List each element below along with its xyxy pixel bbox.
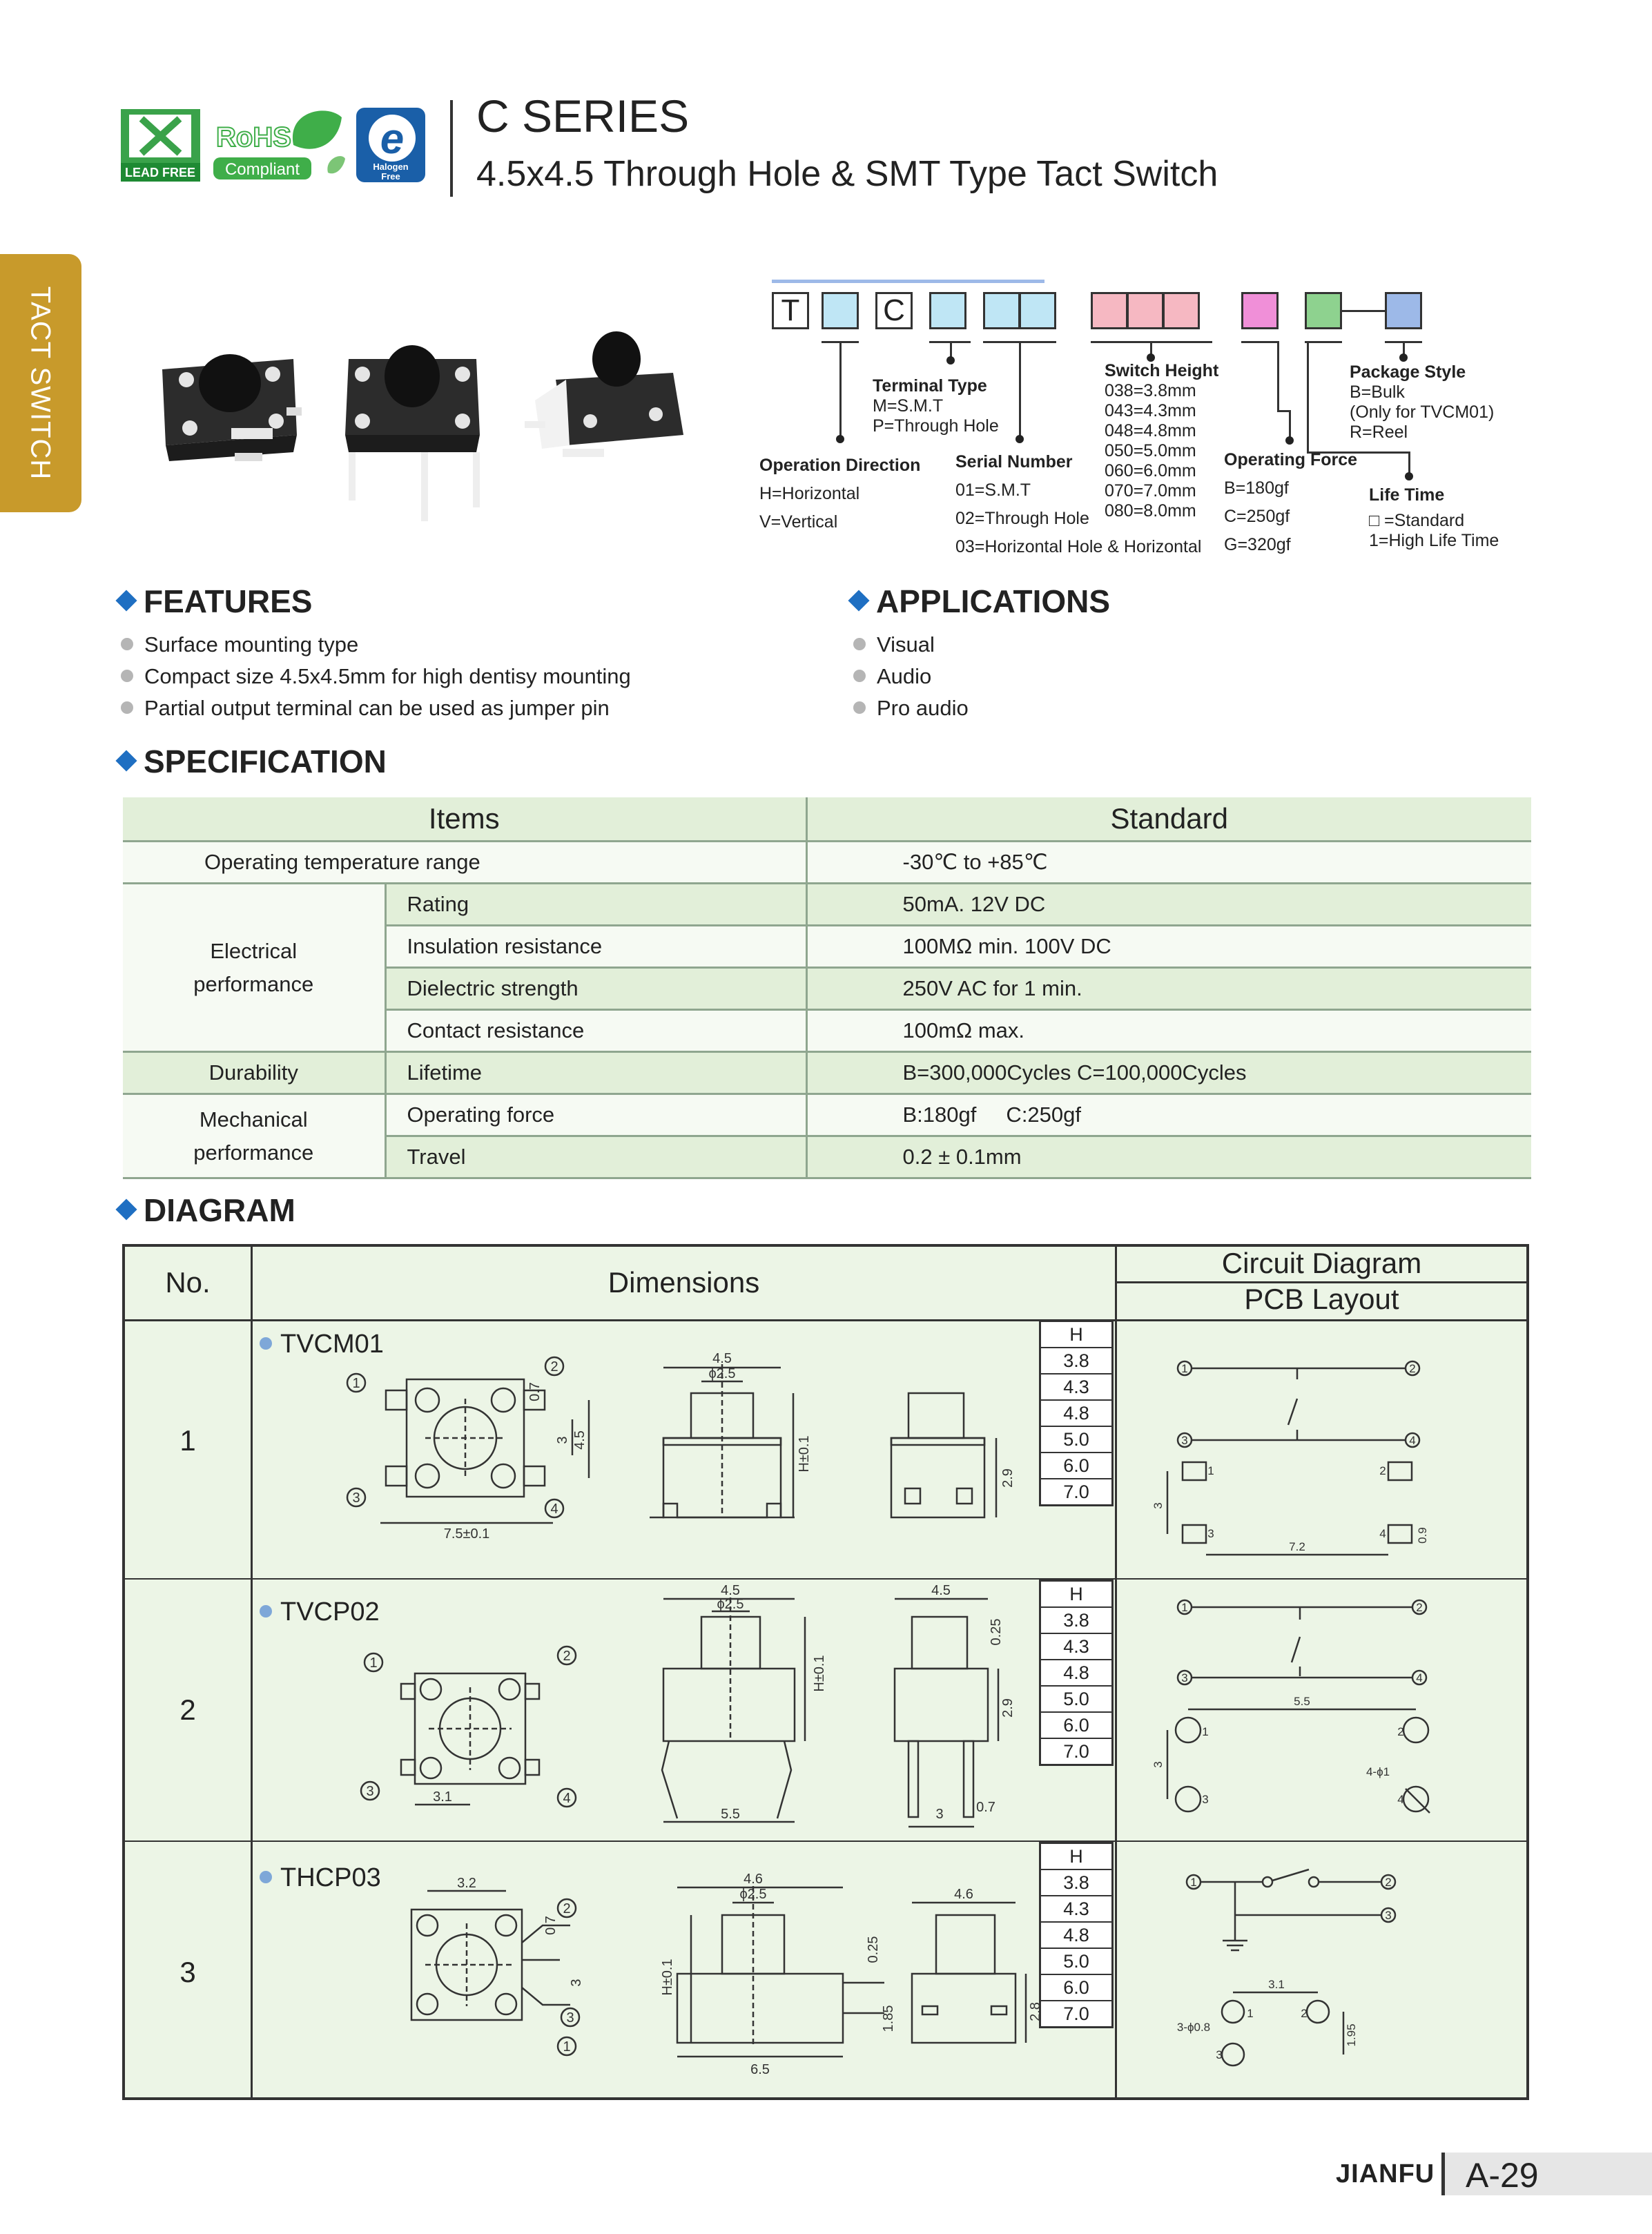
row-divider [125, 1319, 1526, 1321]
svg-text:2: 2 [1385, 1876, 1392, 1889]
spec-value: B:180gf C:250gf [806, 1094, 1531, 1136]
spec-item: Rating [385, 884, 806, 926]
lead-free-logo [121, 109, 200, 182]
dim-label: 3 [555, 1436, 570, 1444]
bullet-icon [260, 1337, 272, 1350]
product-photo-drawing [148, 331, 701, 525]
svg-text:3: 3 [1216, 2048, 1223, 2061]
height-value: 4.8 [1041, 1923, 1111, 1949]
dim-label: 2.9 [1000, 1698, 1016, 1718]
underline [1305, 341, 1342, 343]
lead-free-text: LEAD FREE [124, 166, 196, 179]
height-value: 4.8 [1041, 1401, 1111, 1427]
svg-text:4: 4 [563, 1791, 571, 1806]
terminal-label: 2 [550, 1359, 558, 1375]
page-number: A-29 [1466, 2156, 1539, 2195]
svg-text:4: 4 [1397, 1793, 1404, 1806]
product-through-hole-image [345, 345, 480, 521]
code-box-4 [929, 292, 966, 329]
side-tab [0, 254, 81, 512]
height-value: 3.8 [1041, 1870, 1111, 1896]
dim-label: 4.5 [572, 1430, 587, 1450]
svg-text:4: 4 [1409, 1434, 1416, 1447]
col-divider [251, 1247, 253, 2097]
pcb-dim: 1.95 [1345, 2023, 1358, 2047]
spec-value: 0.2 ± 0.1mm [806, 1136, 1531, 1178]
diamond-icon [115, 750, 137, 771]
height-value: 4.3 [1041, 1375, 1111, 1401]
specification-table [123, 797, 1531, 1179]
svg-text:2: 2 [1397, 1725, 1404, 1738]
svg-text:2: 2 [1301, 2007, 1308, 2020]
diamond-icon [848, 590, 869, 611]
application-item: Audio [853, 664, 931, 689]
spec-value: 100MΩ min. 100V DC [806, 926, 1531, 968]
leader-dot [836, 435, 844, 443]
halogen-text: Halogen [373, 162, 409, 172]
page-title: C SERIES [476, 90, 690, 142]
height-value: 5.0 [1041, 1427, 1111, 1453]
op-temp-label: Operating temperature range [123, 842, 806, 884]
terminal-label: 1 [352, 1376, 360, 1391]
dim-label: 7.5±0.1 [443, 1526, 490, 1542]
svg-text:1: 1 [1202, 1725, 1209, 1738]
code-box-5 [983, 292, 1020, 329]
code-box-1: T [772, 292, 809, 329]
dim-label: H±0.1 [797, 1435, 812, 1473]
leader-dot [946, 356, 955, 365]
durability-group: Durability [123, 1052, 385, 1094]
underline [1241, 341, 1279, 343]
height-value: 7.0 [1063, 2003, 1089, 2024]
tvcm01-dimension-drawing [332, 1350, 1036, 1571]
height-table [1039, 1320, 1114, 1506]
operating-force-label: Operating Force B=180gf C=250gf G=320gf [1224, 450, 1358, 554]
dim-label: 0.25 [989, 1618, 1004, 1646]
feature-item: Surface mounting type [121, 632, 358, 657]
height-value: 4.3 [1041, 1634, 1111, 1660]
diagram-heading: DIAGRAM [119, 1192, 295, 1229]
dim-label: 3 [569, 1979, 584, 1987]
svg-text:3: 3 [1181, 1671, 1188, 1684]
code-box-3: C [875, 292, 913, 329]
spec-value: B=300,000Cycles C=100,000Cycles [806, 1052, 1531, 1094]
row-divider [125, 1578, 1526, 1580]
rohs-compliant-text: Compliant [224, 160, 300, 179]
height-value: 3.8 [1041, 1348, 1111, 1375]
height-header: H [1041, 1322, 1111, 1348]
pcb-dim: 4-ϕ1 [1366, 1765, 1390, 1778]
mechanical-group: Mechanical performance [123, 1094, 385, 1178]
product-horizontal-image [525, 331, 683, 457]
svg-text:1: 1 [1181, 1362, 1188, 1375]
bullet-icon [260, 1871, 272, 1883]
svg-text:4: 4 [1379, 1527, 1386, 1540]
svg-text:3: 3 [366, 1784, 374, 1799]
tvcp02-circuit-pcb [1119, 1592, 1526, 1837]
footer-page-box [1441, 2153, 1652, 2195]
row-number: 3 [179, 1956, 196, 1988]
diamond-icon [115, 590, 137, 611]
bullet-icon [853, 670, 866, 682]
spec-item: Insulation resistance [385, 926, 806, 968]
svg-text:2: 2 [1416, 1601, 1423, 1614]
pcb-dim: 3-ϕ0.8 [1176, 2021, 1211, 2034]
height-header: H [1041, 1844, 1111, 1870]
terminal-type-label: Terminal Type M=S.M.T P=Through Hole [873, 376, 999, 436]
dim-label: 0.7 [543, 1916, 558, 1935]
dim-label: H±0.1 [812, 1655, 827, 1692]
bullet-icon [853, 638, 866, 650]
free-text: Free [381, 171, 400, 182]
height-value: 4.8 [1041, 1660, 1111, 1687]
dim-label: 0.25 [866, 1936, 881, 1963]
dim-label: 6.5 [750, 2062, 770, 2077]
leader-line [1307, 341, 1309, 451]
standard-header: Standard [806, 797, 1531, 842]
part-number-bar [772, 280, 1044, 283]
model-name: THCP03 [260, 1863, 381, 1893]
op-temp-value: -30℃ to +85℃ [806, 842, 1531, 884]
dim-label: 5.5 [721, 1807, 740, 1822]
no-header: No. [165, 1266, 211, 1299]
dim-label: 3.1 [433, 1789, 452, 1805]
rohs-logo [211, 104, 345, 183]
leaf-icon [293, 110, 342, 148]
code-box-6 [1019, 292, 1056, 329]
dim-label: ϕ2.5 [708, 1366, 736, 1381]
application-item: Pro audio [853, 696, 969, 721]
dim-label: 0.7 [976, 1800, 995, 1815]
header-divider [450, 100, 453, 197]
pcb-header: PCB Layout [1244, 1283, 1399, 1315]
feature-item: Compact size 4.5x4.5mm for high dentisy mounting [121, 664, 631, 689]
leader-dot [1405, 472, 1413, 480]
product-photos [148, 331, 701, 525]
svg-text:3: 3 [1207, 1527, 1214, 1540]
dim-label: 2.9 [1000, 1468, 1016, 1488]
leader-line [1019, 341, 1021, 438]
dim-label: 4.5 [712, 1351, 732, 1366]
height-table [1039, 1842, 1114, 2028]
bullet-icon [121, 638, 133, 650]
svg-text:2: 2 [563, 1649, 571, 1664]
diagram-table [122, 1244, 1529, 2100]
dim-label: 0.7 [527, 1382, 543, 1401]
switch-height-label: Switch Height 038=3.8mm 043=4.3mm 048=4.8mm 050=5.0mm 060=6.0mm 070=7.0mm 080=8.0mm [1105, 361, 1219, 521]
svg-text:2: 2 [1409, 1362, 1416, 1375]
leader-line [1277, 341, 1279, 410]
page-subtitle: 4.5x4.5 Through Hole & SMT Type Tact Switch [476, 154, 1218, 194]
svg-text:1: 1 [1247, 2007, 1254, 2020]
svg-text:3: 3 [1202, 1793, 1209, 1806]
leader-line [839, 341, 842, 438]
items-header: Items [123, 797, 806, 842]
dim-label: 1.85 [881, 2005, 896, 2032]
svg-text:2: 2 [1379, 1464, 1386, 1477]
terminal-label: 3 [352, 1490, 360, 1506]
svg-text:1: 1 [1207, 1464, 1214, 1477]
life-time-label: Life Time □ =Standard 1=High Life Time [1369, 485, 1499, 550]
terminal-label: 4 [550, 1502, 558, 1517]
svg-text:e: e [380, 115, 405, 163]
features-heading: FEATURES [119, 583, 313, 620]
height-table [1039, 1580, 1114, 1766]
spec-value: 100mΩ max. [806, 1010, 1531, 1052]
height-value: 4.3 [1041, 1896, 1111, 1923]
height-value: 7.0 [1063, 1741, 1089, 1762]
model-name: TVCM01 [260, 1330, 384, 1359]
dim-label: 4.6 [744, 1872, 763, 1887]
spec-item: Dielectric strength [385, 968, 806, 1010]
operation-direction-label: Operation Direction H=Horizontal V=Vertical [759, 456, 921, 532]
spec-item: Operating force [385, 1094, 806, 1136]
dim-label: 3 [935, 1807, 944, 1822]
pcb-dim: 7.2 [1289, 1540, 1305, 1553]
halogen-free-logo [352, 104, 429, 185]
code-connector [1342, 310, 1385, 312]
diamond-icon [115, 1198, 137, 1220]
circuit-header: Circuit Diagram [1221, 1247, 1422, 1279]
height-value: 5.0 [1041, 1687, 1111, 1713]
feature-item: Partial output terminal can be used as jumper pin [121, 696, 610, 721]
code-box-9 [1163, 292, 1200, 329]
dimensions-header: Dimensions [608, 1266, 760, 1299]
spec-value: 50mA. 12V DC [806, 884, 1531, 926]
pcb-dim: 3 [1151, 1761, 1165, 1768]
dim-label: 4.5 [721, 1583, 740, 1598]
pcb-dim: 3.1 [1268, 1978, 1285, 1991]
code-box-10 [1241, 292, 1279, 329]
application-item: Visual [853, 632, 935, 657]
spec-item: Contact resistance [385, 1010, 806, 1052]
svg-text:3: 3 [1181, 1434, 1188, 1447]
code-box-7 [1091, 292, 1128, 329]
dim-label: 2.8 [1028, 2002, 1043, 2021]
row-number: 2 [179, 1693, 196, 1726]
svg-text:2: 2 [563, 1901, 571, 1916]
package-style-label: Package Style B=Bulk (Only for TVCM01) R=Reel [1350, 362, 1495, 442]
svg-text:1: 1 [1190, 1876, 1197, 1889]
leader-dot [1399, 353, 1408, 362]
spec-item: Travel [385, 1136, 806, 1178]
height-value: 6.0 [1041, 1453, 1111, 1479]
spec-value: 250V AC for 1 min. [806, 968, 1531, 1010]
svg-text:3: 3 [1385, 1909, 1392, 1922]
svg-text:1: 1 [1181, 1601, 1188, 1614]
code-box-8 [1127, 292, 1164, 329]
leader-dot [1285, 436, 1294, 445]
svg-text:3: 3 [566, 2010, 574, 2026]
svg-text:4: 4 [1416, 1671, 1423, 1684]
leader-dot [1016, 435, 1024, 443]
height-value: 3.8 [1041, 1608, 1111, 1634]
tvcp02-dimension-drawing [332, 1584, 1036, 1839]
height-header: H [1041, 1582, 1111, 1608]
specification-heading: SPECIFICATION [119, 743, 387, 780]
height-value: 6.0 [1041, 1975, 1111, 2001]
product-smt-image [162, 354, 302, 461]
row-number: 1 [179, 1424, 196, 1457]
svg-text:1: 1 [369, 1655, 378, 1671]
footer-brand: JIANFU [1336, 2159, 1435, 2188]
rohs-text: RoHS [216, 122, 291, 153]
serial-number-label: Serial Number 01=S.M.T 02=Through Hole 03=Horizontal Hole & Horizontal [955, 452, 1202, 556]
code-box-2 [822, 292, 859, 329]
pcb-dim: 0.9 [1416, 1527, 1429, 1544]
bullet-icon [121, 670, 133, 682]
lead-free-icon [121, 109, 200, 182]
tvcm01-circuit-pcb [1119, 1343, 1526, 1571]
applications-heading: APPLICATIONS [851, 583, 1110, 620]
dim-label: ϕ2.5 [717, 1597, 744, 1612]
dim-label: 4.6 [954, 1887, 973, 1902]
bullet-icon [260, 1605, 272, 1618]
side-tab-label: TACT SWITCH [25, 286, 56, 480]
electrical-group: Electrical performance [123, 884, 385, 1052]
dim-label: H±0.1 [660, 1959, 675, 1996]
height-value: 6.0 [1041, 1713, 1111, 1739]
dim-label: 4.5 [931, 1583, 951, 1598]
dim-label: ϕ2.5 [739, 1887, 767, 1902]
bullet-icon [853, 701, 866, 714]
dim-label: 3.2 [457, 1876, 476, 1891]
thcp03-circuit-pcb [1119, 1854, 1526, 2096]
thcp03-dimension-drawing [332, 1846, 1043, 2098]
bullet-icon [121, 701, 133, 714]
pcb-dim: 3 [1151, 1502, 1165, 1509]
code-box-11 [1305, 292, 1342, 329]
svg-text:1: 1 [563, 2039, 571, 2055]
height-value: 5.0 [1041, 1949, 1111, 1975]
height-value: 7.0 [1063, 1482, 1089, 1502]
model-name: TVCP02 [260, 1597, 380, 1627]
code-box-12 [1385, 292, 1422, 329]
col-divider [1115, 1247, 1117, 2097]
pcb-dim: 5.5 [1294, 1695, 1310, 1708]
row-divider [125, 1840, 1526, 1842]
spec-item: Lifetime [385, 1052, 806, 1094]
